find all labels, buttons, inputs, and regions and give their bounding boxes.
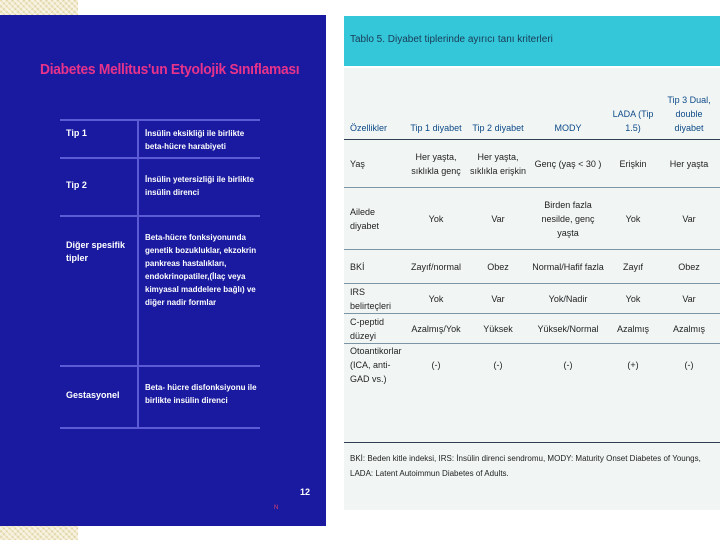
feature-cell: C-peptid düzeyi — [350, 316, 385, 341]
tip2-cell: Var — [491, 293, 505, 304]
type-description: Beta-hücre fonksiyonunda genetik bozukluklar, ekzokrin pankreas hastalıkları, endokrinopatiler,(İlaç veya kimyasal maddelere bağlı) ve diğer nadir formlar — [138, 216, 260, 366]
differential-diagnosis-table — [344, 91, 720, 386]
type-description: İnsülin eksikliği ile birlikte beta-hücre harabiyeti — [138, 120, 260, 158]
table-row — [344, 250, 720, 284]
tip2-cell: (-) — [493, 360, 503, 370]
tip2-cell: Her yaşta, sıklıkla erişkin — [470, 151, 527, 176]
tip1-cell: Her yaşta, sıklıkla genç — [411, 151, 461, 176]
lada-cell: Erişkin — [619, 158, 647, 169]
tip1-cell: (-) — [431, 360, 441, 370]
header-tip1: Tip 1 diyabet — [410, 123, 462, 133]
mody-cell: Yok/Nadir — [548, 293, 588, 304]
header-mody: MODY — [554, 123, 582, 133]
corner-texture — [0, 0, 78, 15]
mody-cell: Genç (yaş < 30 ) — [534, 158, 602, 169]
feature-cell: Otoantikorlar (ICA, anti-GAD vs.) — [350, 346, 402, 384]
tip2-cell: Yüksek — [483, 323, 513, 334]
slide-mark: N — [274, 505, 279, 511]
corner-texture — [0, 526, 78, 540]
table-row — [344, 344, 720, 387]
tip1-cell: Yok — [428, 293, 444, 304]
tip3-cell: Var — [682, 213, 696, 224]
diabetes-type: Tip 1 — [60, 120, 138, 158]
header-tip3: Tip 3 Dual, double diyabet — [667, 95, 711, 133]
tip1-cell: Zayıf/normal — [410, 261, 461, 272]
tip2-cell: Obez — [487, 261, 509, 272]
slide-number: 12 — [300, 487, 311, 497]
table-caption: Tablo 5. Diyabet tiplerinde ayırıcı tanı kriterleri — [350, 34, 553, 45]
table-footnote: BKİ: Beden kitle indeksi, IRS: İnsülin direnci sendromu, MODY: Maturity Onset Diabetes of Youngs, LADA: Latent Autoimmun Diabetes of Adults. — [344, 442, 720, 510]
table-row — [344, 140, 720, 188]
tip3-cell: (-) — [684, 360, 694, 370]
tip3-cell: Obez — [678, 261, 700, 272]
table-row — [344, 284, 720, 314]
tip3-cell: Azalmış — [672, 323, 705, 334]
feature-cell: Yaş — [350, 158, 365, 169]
table-row — [344, 188, 720, 250]
lada-cell: Yok — [625, 213, 641, 224]
table-row — [60, 366, 260, 428]
mody-cell: Yüksek/Normal — [537, 323, 599, 334]
lada-cell: (+) — [627, 360, 639, 370]
tip1-cell: Yok — [428, 213, 444, 224]
mody-cell: Normal/Hafif fazla — [532, 261, 604, 272]
header-row — [344, 91, 720, 140]
table-row — [60, 120, 260, 158]
table-caption-bar — [344, 16, 720, 68]
lada-cell: Azalmış — [616, 323, 649, 334]
header-features: Özellikler — [350, 123, 388, 133]
table-row — [344, 314, 720, 344]
diabetes-type: Tip 2 — [60, 158, 138, 216]
diabetes-type: Diğer spesifik tipler — [60, 216, 138, 366]
lada-cell: Yok — [625, 293, 641, 304]
header-lada: LADA (Tip 1.5) — [612, 109, 654, 133]
type-description: Beta- hücre disfonksiyonu ile birlikte insülin direnci — [138, 366, 260, 428]
tip3-cell: Her yaşta — [669, 158, 709, 169]
type-description: İnsülin yetersizliği ile birlikte insülin direnci — [138, 158, 260, 216]
slide-title: Diabetes Mellitus'un Etyolojik Sınıflaması — [40, 61, 300, 78]
classification-table — [60, 119, 260, 429]
tip2-cell: Var — [491, 213, 505, 224]
feature-cell: BKİ — [350, 261, 365, 272]
diabetes-type: Gestasyonel — [60, 366, 138, 428]
mody-cell: (-) — [563, 360, 573, 370]
feature-cell: Ailede diyabet — [350, 206, 380, 231]
etiology-slide — [0, 15, 326, 526]
mody-cell: Birden fazla nesilde, genç yaşta — [541, 199, 595, 238]
lada-cell: Zayıf — [622, 261, 643, 272]
comparison-table-panel — [344, 16, 720, 510]
tip3-cell: Var — [682, 293, 696, 304]
feature-cell: IRS belirteçleri — [350, 286, 392, 311]
header-tip2: Tip 2 diyabet — [472, 123, 524, 133]
tip1-cell: Azalmış/Yok — [411, 323, 461, 334]
table-row — [60, 158, 260, 216]
table-row — [60, 216, 260, 366]
